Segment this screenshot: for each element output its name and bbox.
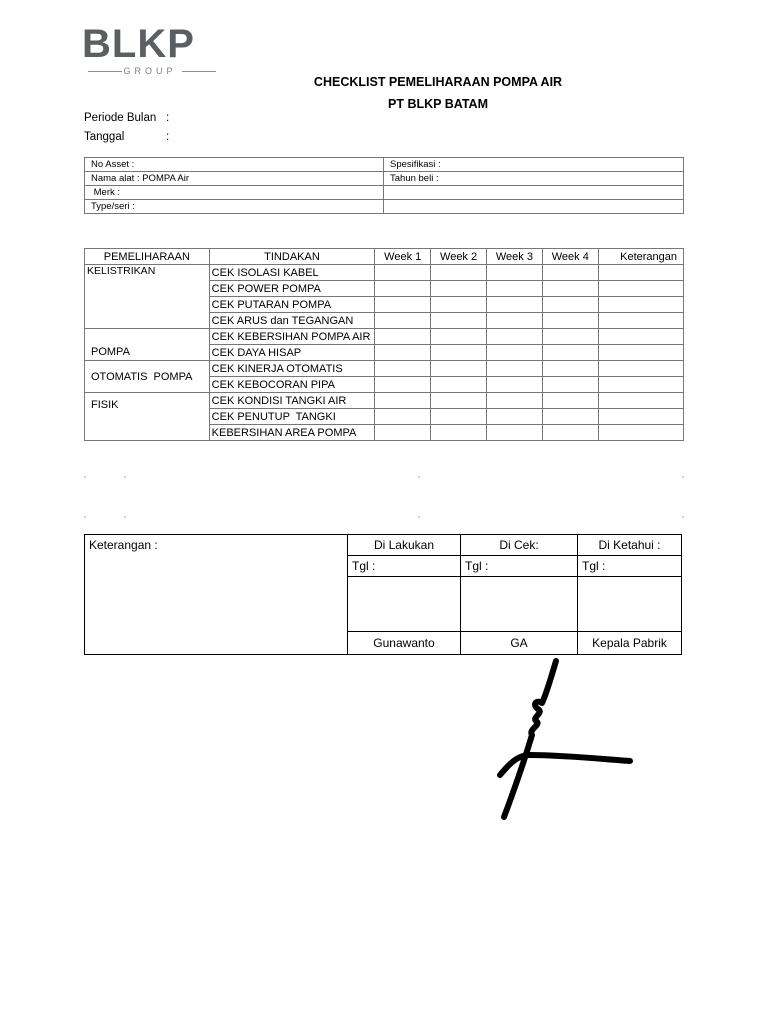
tgl-field[interactable]: Tgl : (348, 556, 461, 577)
week-checkbox[interactable] (487, 377, 543, 393)
column-header: PEMELIHARAAN (85, 249, 210, 265)
tanggal-colon: : (166, 131, 170, 143)
scan-dot (124, 516, 126, 518)
company-name: PT BLKP BATAM (388, 97, 488, 111)
keterangan-cell[interactable] (598, 345, 683, 361)
signer-name: Kepala Pabrik (578, 632, 682, 655)
table-row (85, 535, 682, 556)
scan-dot (418, 516, 420, 518)
table-row (85, 361, 684, 377)
signature-space[interactable] (578, 577, 682, 632)
action-cell: CEK PENUTUP TANGKI (209, 409, 375, 425)
keterangan-cell[interactable] (598, 281, 683, 297)
no-asset-cell: No Asset : (85, 158, 384, 172)
keterangan-cell[interactable] (598, 425, 683, 441)
keterangan-box[interactable] (85, 535, 348, 655)
signer-name: GA (461, 632, 578, 655)
action-cell: CEK KINERJA OTOMATIS (209, 361, 375, 377)
week-checkbox[interactable] (431, 297, 487, 313)
type-seri-cell: Type/seri : (85, 200, 384, 214)
scan-dot (682, 516, 684, 518)
di-cek-header: Di Cek: (461, 535, 578, 556)
table-row (85, 158, 684, 172)
maintenance-checklist-table (84, 248, 684, 441)
week-checkbox[interactable] (487, 345, 543, 361)
empty-cell (384, 200, 684, 214)
logo-subtext: GROUP (123, 66, 177, 76)
merk-cell: Merk : (85, 186, 384, 200)
signoff-table (84, 534, 682, 655)
week-checkbox[interactable] (375, 281, 431, 297)
week-checkbox[interactable] (375, 377, 431, 393)
week-checkbox[interactable] (375, 425, 431, 441)
category-cell-pompa: POMPA (85, 329, 210, 361)
action-cell: CEK KEBERSIHAN POMPA AIR (209, 329, 375, 345)
week-checkbox[interactable] (375, 297, 431, 313)
periode-label: Periode Bulan (84, 112, 157, 124)
keterangan-cell[interactable] (598, 377, 683, 393)
company-logo (82, 22, 222, 78)
week-checkbox[interactable] (542, 265, 598, 281)
action-cell: CEK DAYA HISAP (209, 345, 375, 361)
action-cell: CEK KEBOCORAN PIPA (209, 377, 375, 393)
table-header-row (85, 249, 684, 265)
week-checkbox[interactable] (487, 265, 543, 281)
week-checkbox[interactable] (487, 393, 543, 409)
action-cell: CEK ISOLASI KABEL (209, 265, 375, 281)
column-header: TINDAKAN (209, 249, 375, 265)
scan-dot (124, 476, 126, 478)
week-checkbox[interactable] (375, 409, 431, 425)
keterangan-cell[interactable] (598, 329, 683, 345)
week-checkbox[interactable] (542, 377, 598, 393)
week-checkbox[interactable] (431, 377, 487, 393)
keterangan-cell[interactable] (598, 409, 683, 425)
column-header: Week 1 (375, 249, 431, 265)
signature-space[interactable] (348, 577, 461, 632)
table-row (85, 393, 684, 409)
week-checkbox[interactable] (375, 329, 431, 345)
week-checkbox[interactable] (487, 329, 543, 345)
nama-alat-cell: Nama alat : POMPA Air (85, 172, 384, 186)
table-row (85, 186, 684, 200)
asset-info-table (84, 157, 684, 214)
logo-rule-right (182, 71, 216, 72)
week-checkbox[interactable] (542, 313, 598, 329)
tgl-field[interactable]: Tgl : (461, 556, 578, 577)
signer-name: Gunawanto (348, 632, 461, 655)
category-cell-otomatis: OTOMATIS POMPA (85, 361, 210, 393)
week-checkbox[interactable] (431, 265, 487, 281)
scan-dot (418, 476, 420, 478)
tahun-beli-cell: Tahun beli : (384, 172, 684, 186)
week-checkbox[interactable] (487, 281, 543, 297)
di-ketahui-header: Di Ketahui : (578, 535, 682, 556)
periode-colon: : (166, 112, 170, 124)
action-cell: CEK POWER POMPA (209, 281, 375, 297)
week-checkbox[interactable] (542, 345, 598, 361)
table-row (85, 329, 684, 345)
keterangan-cell[interactable] (598, 313, 683, 329)
week-checkbox[interactable] (487, 297, 543, 313)
week-checkbox[interactable] (431, 361, 487, 377)
keterangan-cell[interactable] (598, 265, 683, 281)
keterangan-cell[interactable] (598, 361, 683, 377)
table-row (85, 200, 684, 214)
keterangan-cell[interactable] (598, 297, 683, 313)
keterangan-cell[interactable] (598, 393, 683, 409)
week-checkbox[interactable] (542, 361, 598, 377)
week-checkbox[interactable] (431, 281, 487, 297)
week-checkbox[interactable] (375, 361, 431, 377)
periode-field (84, 112, 170, 124)
logo-wordmark: BLKP (82, 22, 195, 66)
week-checkbox[interactable] (431, 313, 487, 329)
week-checkbox[interactable] (542, 281, 598, 297)
keterangan-label: Keterangan : (89, 538, 158, 552)
column-header: Week 3 (487, 249, 543, 265)
table-row (85, 265, 684, 281)
week-checkbox[interactable] (542, 297, 598, 313)
category-cell-kelistrikan: KELISTRIKAN (85, 265, 210, 329)
week-checkbox[interactable] (431, 329, 487, 345)
document-title: CHECKLIST PEMELIHARAAN POMPA AIR (313, 75, 563, 89)
week-checkbox[interactable] (375, 313, 431, 329)
column-header: Week 4 (542, 249, 598, 265)
handwritten-signature (492, 655, 640, 823)
spesifikasi-cell: Spesifikasi : (384, 158, 684, 172)
week-checkbox[interactable] (375, 345, 431, 361)
week-checkbox[interactable] (487, 361, 543, 377)
action-cell: CEK ARUS dan TEGANGAN (209, 313, 375, 329)
category-cell-fisik: FISIK (85, 393, 210, 441)
week-checkbox[interactable] (431, 345, 487, 361)
signature-space[interactable] (461, 577, 578, 632)
week-checkbox[interactable] (375, 265, 431, 281)
tanggal-field (84, 131, 170, 143)
week-checkbox[interactable] (375, 393, 431, 409)
week-checkbox[interactable] (431, 393, 487, 409)
action-cell: CEK PUTARAN POMPA (209, 297, 375, 313)
week-checkbox[interactable] (542, 329, 598, 345)
week-checkbox[interactable] (431, 425, 487, 441)
column-header: Keterangan (598, 249, 683, 265)
column-header: Week 2 (431, 249, 487, 265)
tanggal-label: Tanggal (84, 131, 125, 143)
table-row (85, 172, 684, 186)
scan-dot (84, 516, 86, 518)
week-checkbox[interactable] (487, 409, 543, 425)
tgl-field[interactable]: Tgl : (578, 556, 682, 577)
week-checkbox[interactable] (487, 425, 543, 441)
action-cell: KEBERSIHAN AREA POMPA (209, 425, 375, 441)
scan-dot (84, 476, 86, 478)
week-checkbox[interactable] (431, 409, 487, 425)
week-checkbox[interactable] (542, 393, 598, 409)
di-lakukan-header: Di Lakukan (348, 535, 461, 556)
week-checkbox[interactable] (487, 313, 543, 329)
empty-cell (384, 186, 684, 200)
week-checkbox[interactable] (542, 425, 598, 441)
week-checkbox[interactable] (542, 409, 598, 425)
scan-dot (682, 476, 684, 478)
action-cell: CEK KONDISI TANGKI AIR (209, 393, 375, 409)
